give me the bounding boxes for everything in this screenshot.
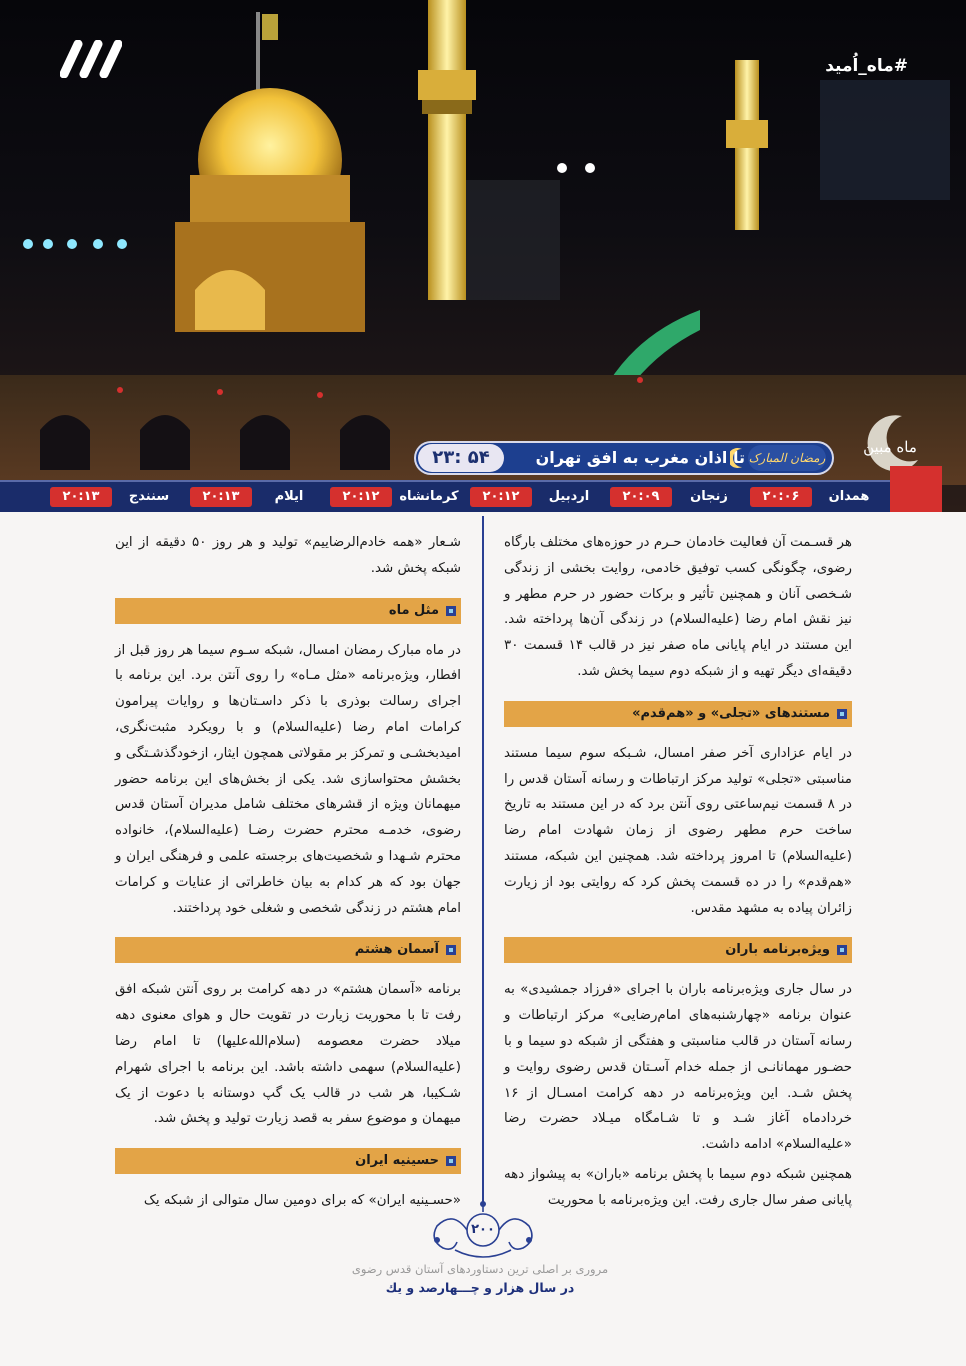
city-maghrib-time: ۲۰:۱۳ bbox=[50, 487, 112, 507]
section-heading-mesle-maah: مثل ماه bbox=[115, 598, 461, 624]
maah-mobin-logo-icon bbox=[858, 410, 928, 474]
city-time-item bbox=[610, 485, 742, 509]
city-time-item bbox=[470, 485, 602, 509]
hero-image bbox=[0, 0, 966, 512]
city-time-item bbox=[750, 485, 882, 509]
ticker-moon-icon bbox=[730, 447, 748, 469]
left-column bbox=[115, 530, 461, 1218]
section-heading-hosseinieh-iran: حسینیه ایران bbox=[115, 1148, 461, 1174]
right-column bbox=[504, 530, 852, 1218]
paragraph: در سال جاری ویژه‌برنامه باران با اجرای «فرزاد جمشیدی» به عنوان برنامه «چهارشنبه‌های امام‌رضایی» مرکز ارتباطات و رسانه آستان در قالب مناسبتی و هفتگی از شبکه دو سیما و با حضـور مهمانانـی از جمله خدام آسـتان قدس رضوی روایت و پخش شـد. این ویژه‌برنامه در دهه کرامت امسـال از ۱۶ خردادماه آغاز شـد و تا شـامگاه میـلاد حضرت رضا «علیه‌السلام» ادامه داشت. bbox=[504, 982, 852, 1153]
paragraph: در ایام عزاداری آخر صفر امسال، شـبکه سوم سیما مستند مناسبتی «تجلی» تولید مرکز ارتباطات و رسانه آستان قدس را در ۸ قسمت نیم‌ساعتی روی آنتن برد که در این مستند به تاریخ ساخت حرم مطهر رضوی از زمان شهادت امام رضا (علیه‌السلام) تا امروز پرداخته شد. همچنین این شبکه، مستند «هم‌قدم» را در ده قسمت پخش کرد که روایتی بود از زیارت زائران پیاده به مشهد مقدس. bbox=[504, 745, 853, 916]
channel-3-logo-icon bbox=[60, 40, 122, 78]
city-name: کرمانشاه bbox=[399, 489, 459, 504]
shrine-night-scene bbox=[0, 0, 966, 512]
city-maghrib-time: ۲۰:۰۹ bbox=[610, 487, 672, 507]
city-name: همدان bbox=[828, 489, 870, 504]
section-heading-baran: ویژه‌برنامه باران bbox=[504, 937, 852, 963]
section-heading-tajalli: مستندهای «تجلی» و «هم‌قدم» bbox=[504, 701, 852, 727]
paragraph: در ماه مبارک رمضان امسال، شبکه سـوم سیما هر روز قبل از افطار، ویژه‌برنامه «مثل مـاه» را روی آنتن برد. این برنامه با اجرای رسالت بوذری با ذکر داسـتان‌ها و روایات پیرامون کرامات امام رضا (علیه‌السلام) و با رویکرد مثبت‌نگری، امیدبخشـی و تمرکز بر مقولاتی همچون ایثار، ازخودگذشـتگی و بخشش محتواسازی شد. یکی از بخش‌های این برنامه حضور میهمانان ویژه از قشرهای مختلف شامل مدیران آستان قدس رضوی، خدمـه محترم حضرت رضـا (علیه‌السلام)، خانواده محترم شـهدا و شخصیت‌های برجسته علمی و فرهنگی ایران و جهان بود که هر کدام به بیان خاطراتی از عنایات و کرامات امام هشتم در زندگی شخصی و شغلی خود پرداختند. bbox=[115, 642, 461, 916]
section-heading-aseman-hashtom: آسمان هشتم bbox=[115, 937, 461, 963]
section-bullet-icon bbox=[443, 942, 459, 958]
section-bullet-icon bbox=[443, 1153, 459, 1169]
section-bullet-icon bbox=[443, 603, 459, 619]
city-name: ایلام bbox=[274, 489, 304, 504]
ramadan-label: رمضان المبارک bbox=[748, 445, 826, 471]
city-time-item bbox=[50, 485, 182, 509]
city-name: زنجان bbox=[690, 489, 728, 504]
svg-text:ماه مبین: ماه مبین bbox=[863, 438, 917, 456]
page-number: ۲۰۰ bbox=[471, 1222, 495, 1237]
footer-title: در سال هزار و چـــهارصد و یك bbox=[385, 1280, 575, 1295]
city-maghrib-time: ۲۰:۱۲ bbox=[470, 487, 532, 507]
paragraph: هر قسـمت آن فعالیت خادمان حـرم در حوزه‌های مختلف بارگاه رضوی، چگونگی کسب توفیق خادمی، روایت بخشی از زندگی شـخصی آنان و همچنین تأثیر و برکات حضور در حرم مطهر و نیز نقش امام رضا (علیه‌السلام) در زندگی آن‌ها پرداخته شد. این مستند در ایام پایانی ماه صفر نیز در قالب ۱۴ قسمت ۳۰ دقیقه‌ای دیگر تهیه و از شبکه دوم سیما پخش شد. bbox=[504, 535, 852, 679]
crescent-moon-icon bbox=[880, 48, 910, 88]
countdown-time: ۲۳: ۵۴ bbox=[418, 444, 504, 472]
city-name: اردبیل bbox=[548, 489, 590, 504]
column-divider bbox=[482, 516, 484, 1204]
countdown-label: تا اذان مغرب به افق تهران bbox=[535, 448, 745, 467]
city-maghrib-time: ۲۰:۱۲ bbox=[330, 487, 392, 507]
city-maghrib-time: ۲۰:۰۶ bbox=[750, 487, 812, 507]
city-time-item bbox=[190, 485, 322, 509]
section-bullet-icon bbox=[834, 706, 850, 722]
paragraph: همچنین شبکه دوم سیما با پخش برنامه «باران» به پیشواز دهه پایانی صفر سال جاری رفت. این ویژه‌برنامه با محوریت bbox=[504, 1166, 852, 1208]
city-time-item bbox=[330, 485, 462, 509]
section-bullet-icon bbox=[834, 942, 850, 958]
iftar-countdown-ticker bbox=[414, 441, 834, 475]
city-maghrib-time: ۲۰:۱۳ bbox=[190, 487, 252, 507]
city-name: سنندج bbox=[128, 489, 170, 504]
footer-subtitle: مروری بر اصلی ترین دستاوردهای آستان قدس رضوی bbox=[351, 1262, 609, 1276]
strip-red-block bbox=[890, 466, 942, 512]
paragraph: برنامه «آسمان هشتم» در دهه کرامت بر روی آنتن شبکه افق رفت تا با محوریت زیارت در تقویت حال و هوای معنوی دهه میلاد حضرت معصومه (سلام‌الله‌علیها) تا امام رضا (علیه‌السلام) سهمی داشته باشد. این برنامه با اجرای شهرام شـکیبا، هر شب در قالب یک گپ دوستانه با دعوت از یک میهمان و موضوع سفر به قصد زیارت تولید و پخش شد. bbox=[115, 982, 461, 1127]
paragraph: شـعار «همه خادم‌الرضاییم» تولید و هر روز ۵۰ دقیقه از این شبکه پخش شد. bbox=[115, 535, 461, 576]
paragraph: «حسـینیه ایران» که برای دومین سال متوالی از شبکه یک bbox=[143, 1193, 461, 1209]
hashtag-label: #ماه_اُمید bbox=[825, 56, 908, 76]
